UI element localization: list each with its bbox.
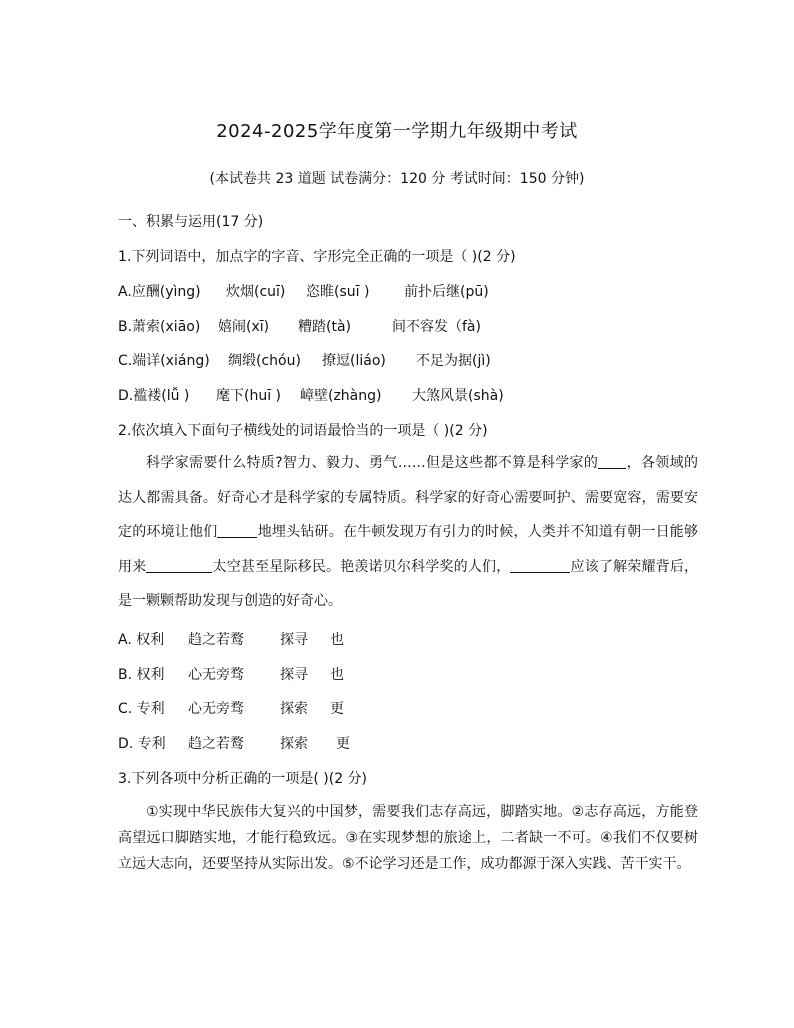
q2-passage bbox=[118, 446, 698, 619]
q1-c-word-2: 绸缎(chóu) bbox=[228, 353, 301, 369]
q3-passage: ①实现中华民族伟大复兴的中国梦，需要我们志存高远，脚踏实地。②志存高远，方能登高望远口脚踏实地，才能行稳致远。③在实现梦想的旅途上，二者缺一不可。④我们不仅要树立远大志向，还要坚持从实际出发。⑤不论学习还是工作，成功都源于深入实践、苦干实干。 bbox=[118, 804, 698, 872]
q2-passage-part-5: 应该了解荣耀背后，是一颗颗帮助发现与创造的好奇心。 bbox=[118, 558, 699, 609]
q1-option-d bbox=[118, 385, 504, 405]
q2-d-word-3: 探索 bbox=[280, 736, 308, 752]
q1-d-word-3: 嶂壁(zhàng) bbox=[300, 388, 382, 404]
q2-option-c bbox=[118, 698, 344, 718]
q2-d-word-1: D. 专利 bbox=[118, 736, 166, 752]
q1-option-b bbox=[118, 316, 481, 336]
q2-option-a bbox=[118, 629, 344, 649]
q2-c-word-1: C. 专利 bbox=[118, 701, 165, 717]
q2-passage-part-1: 科学家需要什么特质?智力、毅力、勇气……但是这些都不算是科学家的 bbox=[146, 455, 599, 471]
q1-d-word-4: 大煞风景(shà) bbox=[412, 388, 504, 404]
q2-passage-part-2: ，各领域的达人都需具备。好奇心才是科学家的专属特质。科学家的好奇心需要呵护、需要宽容，需要安定的环境让他们 bbox=[118, 455, 698, 540]
q1-c-word-1: C.端详(xiáng) bbox=[118, 353, 210, 369]
section-heading: 一、积累与运用(17 分) bbox=[118, 214, 264, 230]
q2-b-word-2: 心无旁骛 bbox=[188, 667, 244, 683]
q2-option-b bbox=[118, 664, 344, 684]
question-2-stem: 2.依次填入下面句子横线处的词语最恰当的一项是（ )(2 分) bbox=[118, 423, 488, 439]
q1-a-word-3: 恣睢(suī ) bbox=[306, 284, 370, 300]
q1-a-word-1: A.应酬(yìng) bbox=[118, 284, 201, 300]
question-1-stem: 1.下列词语中，加点字的字音、字形完全正确的一项是（ )(2 分) bbox=[118, 249, 516, 265]
q2-c-word-3: 探索 bbox=[280, 701, 308, 717]
fill-blank-3 bbox=[146, 558, 212, 573]
q2-passage-part-3: 地埋头钻研。在牛顿发现万有引力的时候，人类并不知道有朝一日能够用来 bbox=[118, 524, 699, 575]
q2-c-word-2: 心无旁骛 bbox=[188, 701, 244, 717]
q2-b-word-4: 也 bbox=[330, 667, 344, 683]
question-3-stem: 3.下列各项中分析正确的一项是( )(2 分) bbox=[118, 771, 368, 787]
q1-a-word-2: 炊烟(cuī) bbox=[226, 284, 286, 300]
q1-a-word-4: 前扑后继(pū) bbox=[404, 284, 489, 300]
q2-c-word-4: 更 bbox=[330, 701, 344, 717]
q1-b-word-3: 糟踏(tà) bbox=[298, 319, 351, 335]
q2-d-word-2: 趋之若鹜 bbox=[188, 736, 244, 752]
q1-b-word-2: 嬉闹(xī) bbox=[218, 319, 270, 335]
q1-d-word-2: 麾下(huī ) bbox=[216, 388, 282, 404]
q1-d-word-1: D.褴褛(lǚ ) bbox=[118, 388, 190, 404]
q1-c-word-4: 不足为据(jì) bbox=[416, 353, 491, 369]
q2-passage-part-4: 太空甚至星际移民。艳羡诺贝尔科学奖的人们， bbox=[212, 558, 511, 575]
exam-title: 2024-2025学年度第一学期九年级期中考试 bbox=[216, 121, 578, 142]
q1-c-word-3: 撩逗(liáo) bbox=[322, 353, 386, 369]
fill-blank-1 bbox=[598, 454, 626, 469]
q2-option-d bbox=[118, 733, 350, 753]
fill-blank-4 bbox=[510, 558, 570, 573]
q1-option-c bbox=[118, 350, 491, 370]
q2-a-word-2: 趋之若鹜 bbox=[188, 632, 244, 648]
exam-subtitle: (本试卷共 23 道题 试卷满分：120 分 考试时间：150 分钟) bbox=[209, 171, 585, 187]
q2-b-word-3: 探寻 bbox=[280, 667, 308, 683]
q2-a-word-1: A. 权利 bbox=[118, 632, 165, 648]
q2-a-word-3: 探寻 bbox=[280, 632, 308, 648]
q2-a-word-4: 也 bbox=[330, 632, 344, 648]
q1-b-word-1: B.萧索(xiāo) bbox=[118, 319, 201, 335]
q1-b-word-4: 间不容发（fà) bbox=[392, 319, 481, 335]
q1-option-a bbox=[118, 281, 489, 301]
q2-b-word-1: B. 权利 bbox=[118, 667, 165, 683]
fill-blank-2 bbox=[217, 523, 257, 538]
q2-d-word-4: 更 bbox=[336, 736, 350, 752]
